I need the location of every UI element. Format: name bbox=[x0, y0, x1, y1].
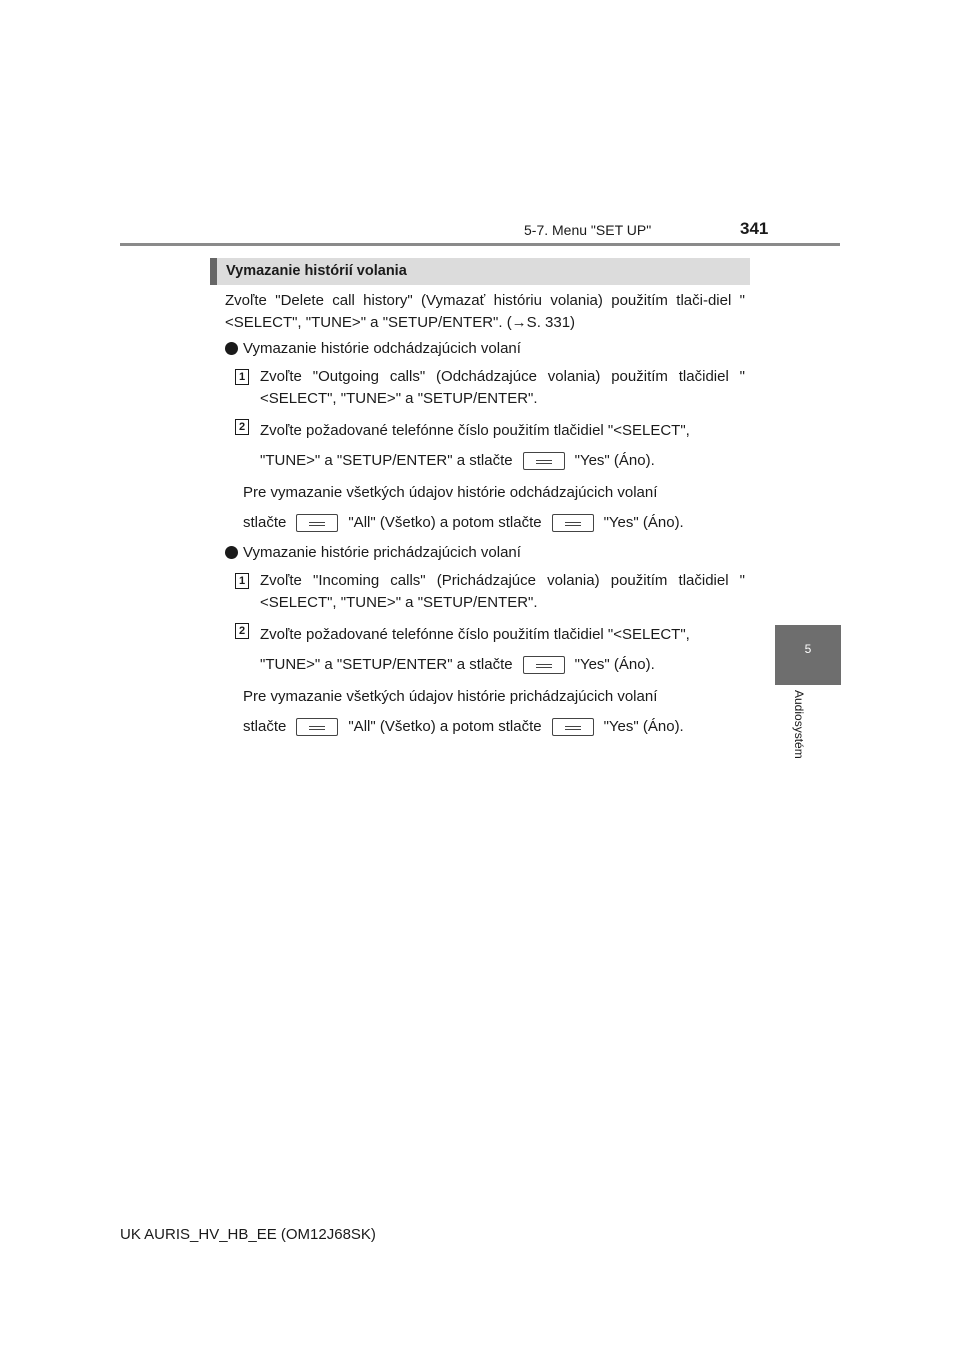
outgoing-note-line-2 bbox=[243, 508, 745, 538]
screen-button-icon bbox=[552, 718, 594, 736]
intro-paragraph: Zvoľte "Delete call history" (Vymazať históriu volania) použitím tlači-diel "<SELECT", "TUNE>" a "SETUP/ENTER". (→S. 331) bbox=[225, 292, 745, 331]
screen-button-icon bbox=[296, 718, 338, 736]
step-number-badge: 1 bbox=[235, 573, 249, 589]
incoming-step-2 bbox=[225, 620, 745, 680]
bullet-outgoing bbox=[225, 338, 745, 360]
outgoing-note-text-a: stlačte bbox=[243, 514, 287, 531]
bullet-dot-icon bbox=[225, 546, 238, 559]
outgoing-note bbox=[225, 478, 745, 538]
outgoing-step-2-text-a: "TUNE>" a "SETUP/ENTER" a stlačte bbox=[260, 452, 513, 469]
outgoing-step-2-line-2 bbox=[260, 446, 745, 476]
screen-button-icon bbox=[523, 656, 565, 674]
outgoing-note-text-c: "Yes" (Áno). bbox=[603, 514, 684, 531]
bullet-incoming bbox=[225, 542, 745, 564]
outgoing-step-2-line-1: Zvoľte požadované telefónne číslo použitím tlačidiel "<SELECT", bbox=[260, 422, 690, 439]
screen-button-icon bbox=[552, 514, 594, 532]
step-number-badge: 2 bbox=[235, 419, 249, 435]
incoming-step-2-text-a: "TUNE>" a "SETUP/ENTER" a stlačte bbox=[260, 656, 513, 673]
outgoing-note-text-b: "All" (Všetko) a potom stlačte bbox=[348, 514, 542, 531]
section-title-bar: Vymazanie histórií volania bbox=[210, 258, 750, 285]
outgoing-step-2-text-b: "Yes" (Áno). bbox=[574, 452, 655, 469]
header-divider bbox=[120, 243, 840, 246]
incoming-step-2-text-b: "Yes" (Áno). bbox=[574, 656, 655, 673]
incoming-note-text-a: stlačte bbox=[243, 718, 287, 735]
outgoing-step-1 bbox=[225, 366, 745, 410]
incoming-note-line-1: Pre vymazanie všetkých údajov histórie prichádzajúcich volaní bbox=[243, 688, 658, 705]
incoming-step-1 bbox=[225, 570, 745, 614]
incoming-note-text-b: "All" (Všetko) a potom stlačte bbox=[348, 718, 542, 735]
bullet-outgoing-heading: Vymazanie histórie odchádzajúcich volaní bbox=[243, 340, 521, 357]
page-number: 341 bbox=[740, 219, 769, 238]
header-section-title: 5-7. Menu "SET UP" bbox=[524, 222, 652, 238]
screen-button-icon bbox=[523, 452, 565, 470]
step-number-badge: 2 bbox=[235, 623, 249, 639]
incoming-step-2-line-1: Zvoľte požadované telefónne číslo použitím tlačidiel "<SELECT", bbox=[260, 626, 690, 643]
incoming-step-1-text: Zvoľte "Incoming calls" (Prichádzajúce volania) použitím tlačidiel "<SELECT", "TUNE>" a "SETUP/ENTER". bbox=[260, 572, 745, 611]
incoming-note-text-c: "Yes" (Áno). bbox=[603, 718, 684, 735]
bullet-incoming-heading: Vymazanie histórie prichádzajúcich volaní bbox=[243, 544, 521, 561]
outgoing-note-line-1: Pre vymazanie všetkých údajov histórie odchádzajúcich volaní bbox=[243, 484, 658, 501]
outgoing-step-1-text: Zvoľte "Outgoing calls" (Odchádzajúce volania) použitím tlačidiel "<SELECT", "TUNE>" a "SETUP/ENTER". bbox=[260, 368, 745, 407]
incoming-note-line-2 bbox=[243, 712, 745, 742]
screen-button-icon bbox=[296, 514, 338, 532]
incoming-note bbox=[225, 682, 745, 742]
outgoing-step-2 bbox=[225, 416, 745, 476]
incoming-step-2-line-2 bbox=[260, 650, 745, 680]
content-body bbox=[225, 290, 745, 742]
chapter-tab: 5 bbox=[775, 625, 841, 685]
footer-model-code: UK AURIS_HV_HB_EE (OM12J68SK) bbox=[120, 1226, 376, 1243]
step-number-badge: 1 bbox=[235, 369, 249, 385]
bullet-dot-icon bbox=[225, 342, 238, 355]
chapter-label: Audiosystém bbox=[792, 690, 806, 759]
